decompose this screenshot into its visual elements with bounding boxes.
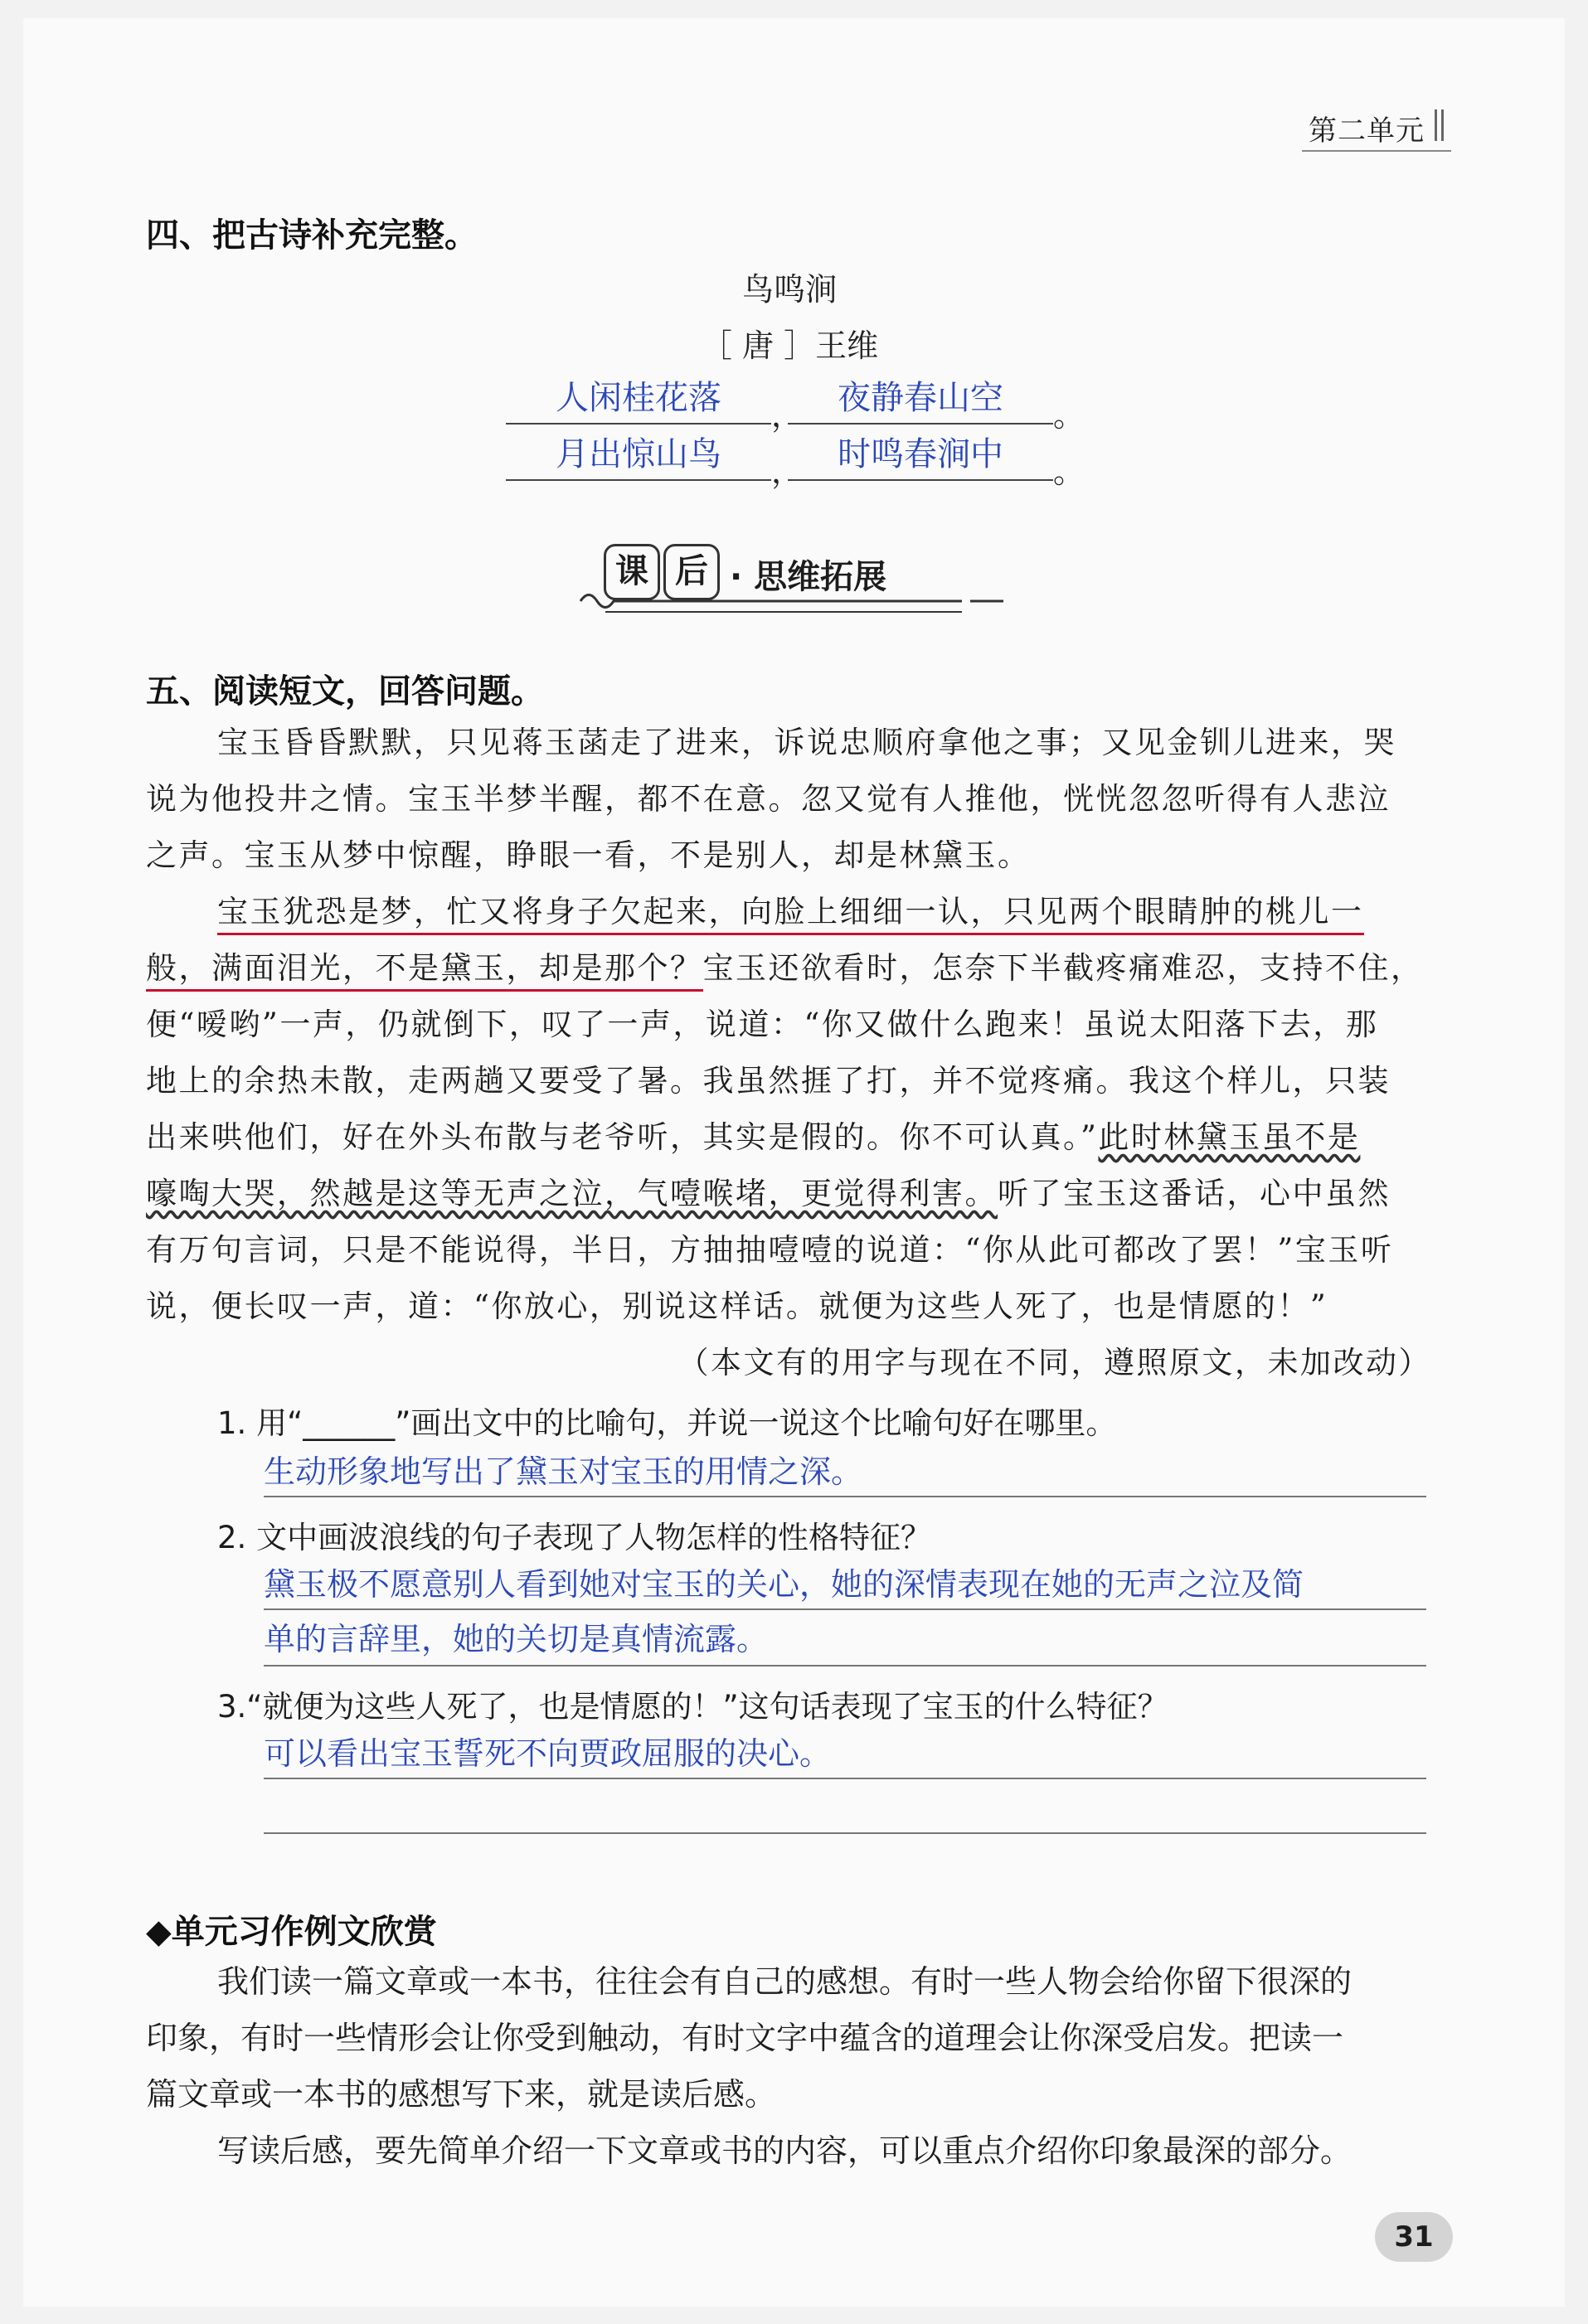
unit-writing-heading: ◆单元习作例文欣赏 (146, 1913, 437, 1951)
period-1: 。 (1053, 397, 1085, 434)
banner-char-1: 课 (604, 544, 660, 600)
blank-answer-1: 人闲桂花落 (556, 379, 721, 417)
blank-line-3[interactable] (506, 479, 771, 481)
unit-writing-body (146, 1953, 1440, 2179)
page-number: 31 (1375, 2212, 1453, 2262)
passage-line (146, 1166, 1440, 1222)
passage-line (146, 1109, 1440, 1166)
passage-note: （本文有的用字与现在不同，遵照原文，未加改动） (677, 1345, 1431, 1380)
simile-part-2: 般，满面泪光，不是黛玉，却是那个？ (146, 950, 703, 992)
header-rule (1302, 150, 1451, 152)
answer-3-line-1: 可以看出宝玉誓死不向贾政屈服的决心。 (264, 1735, 832, 1772)
blank-answer-4: 时鸣春涧中 (838, 435, 1003, 473)
poem-title: 鸟鸣涧 (741, 271, 837, 308)
comma-1: ， (771, 397, 804, 434)
writing-line: 写读后感，要先简单介绍一下文章或书的内容，可以重点介绍你印象最深的部分。 (217, 2132, 1352, 2169)
answer-2-line-2: 单的言辞里，她的关切是真情流露。 (264, 1621, 769, 1657)
banner-char-2: 后 (663, 544, 720, 600)
answer-2-line-1: 黛玉极不愿意别人看到她对宝玉的关心，她的深情表现在她的无声之泣及简 (264, 1566, 1304, 1603)
passage-line: 便“嗳哟”一声，仍就倒下，叹了一声，说道：“你又做什么跑来！虽说太阳落下去，那 (146, 1007, 1379, 1042)
comma-2: ， (771, 454, 804, 490)
passage-line: 说，便长叹一声，道：“你放心，别说这样话。就便为这些人死了，也是情愿的！” (146, 1288, 1328, 1324)
passage-line: 有万句言词，只是不能说得，半日，方抽抽噎噎的说道：“你从此可都改了罢！”宝玉听 (146, 1232, 1394, 1268)
poem-author: ［ 唐 ］王维 (700, 327, 879, 364)
banner-title: · 思维拓展 (730, 558, 887, 596)
period-2: 。 (1053, 454, 1085, 490)
passage-line-underlined (146, 884, 1440, 940)
wavy-sentence-part-1: 此时林黛玉虽不是 (1098, 1119, 1361, 1155)
passage (146, 715, 1440, 1391)
blank-answer-3: 月出惊山鸟 (556, 435, 721, 473)
answer-line[interactable] (264, 1665, 1426, 1667)
answer-line[interactable] (264, 1832, 1426, 1834)
bars-icon (1435, 109, 1446, 141)
simile-part-1: 宝玉犹恐是梦，忙又将身子欠起来，向脸上细细一认，只见两个眼睛肿的桃儿一 (217, 894, 1364, 935)
passage-line: 地上的余热未散，走两趟又要受了暑。我虽然捱了打，并不觉疼痛。我这个样儿，只装 (146, 1063, 1391, 1099)
writing-line: 篇文章或一本书的感想写下来，就是读后感。 (146, 2076, 777, 2113)
blank-line-2[interactable] (788, 423, 1053, 425)
section4-heading: 四、把古诗补充完整。 (146, 216, 478, 255)
blank-line-1[interactable] (506, 423, 771, 425)
blank-answer-2: 夜静春山空 (838, 379, 1003, 417)
question-1: 1. 用“______”画出文中的比喻句，并说一说这个比喻句好在哪里。 (217, 1405, 1117, 1441)
answer-1-line-1: 生动形象地写出了黛玉对宝玉的用情之深。 (264, 1453, 863, 1490)
passage-text: 听了宝玉这番话，心中虽然 (998, 1176, 1391, 1211)
passage-line: 说为他投井之情。宝玉半梦半醒，都不在意。忽又觉有人推他，恍恍忽忽听得有人悲泣 (146, 781, 1391, 817)
section5-heading: 五、阅读短文，回答问题。 (146, 672, 544, 711)
question-3: 3.“就便为这些人死了，也是情愿的！”这句话表现了宝玉的什么特征？ (217, 1689, 1168, 1725)
writing-line: 印象，有时一些情形会让你受到触动，有时文字中蕴含的道理会让你深受启发。把读一 (146, 2020, 1344, 2056)
passage-line (146, 940, 1440, 997)
question-2: 2. 文中画波浪线的句子表现了人物怎样的性格特征？ (217, 1520, 932, 1555)
answer-line[interactable] (264, 1608, 1426, 1610)
answer-line[interactable] (264, 1496, 1426, 1497)
passage-line: 宝玉昏昏默默，只见蒋玉菡走了进来，诉说忠顺府拿他之事；又见金钏儿进来，哭 (217, 725, 1396, 760)
answer-line[interactable] (264, 1778, 1426, 1779)
passage-line: 之声。宝玉从梦中惊醒，睁眼一看，不是别人，却是林黛玉。 (146, 837, 1031, 873)
wavy-sentence-part-2: 嚎啕大哭，然越是这等无声之泣，气噎喉堵，更觉得利害。 (146, 1176, 998, 1211)
passage-text: 宝玉还欲看时，怎奈下半截疼痛难忍，支持不住， (702, 950, 1424, 986)
blank-line-4[interactable] (788, 479, 1053, 481)
writing-line: 我们读一篇文章或一本书，往往会有自己的感想。有时一些人物会给你留下很深的 (217, 1963, 1352, 2000)
passage-text: 出来哄他们，好在外头布散与老爷听，其实是假的。你不可认真。” (146, 1119, 1099, 1155)
unit-label: 第二单元 (1309, 114, 1425, 148)
